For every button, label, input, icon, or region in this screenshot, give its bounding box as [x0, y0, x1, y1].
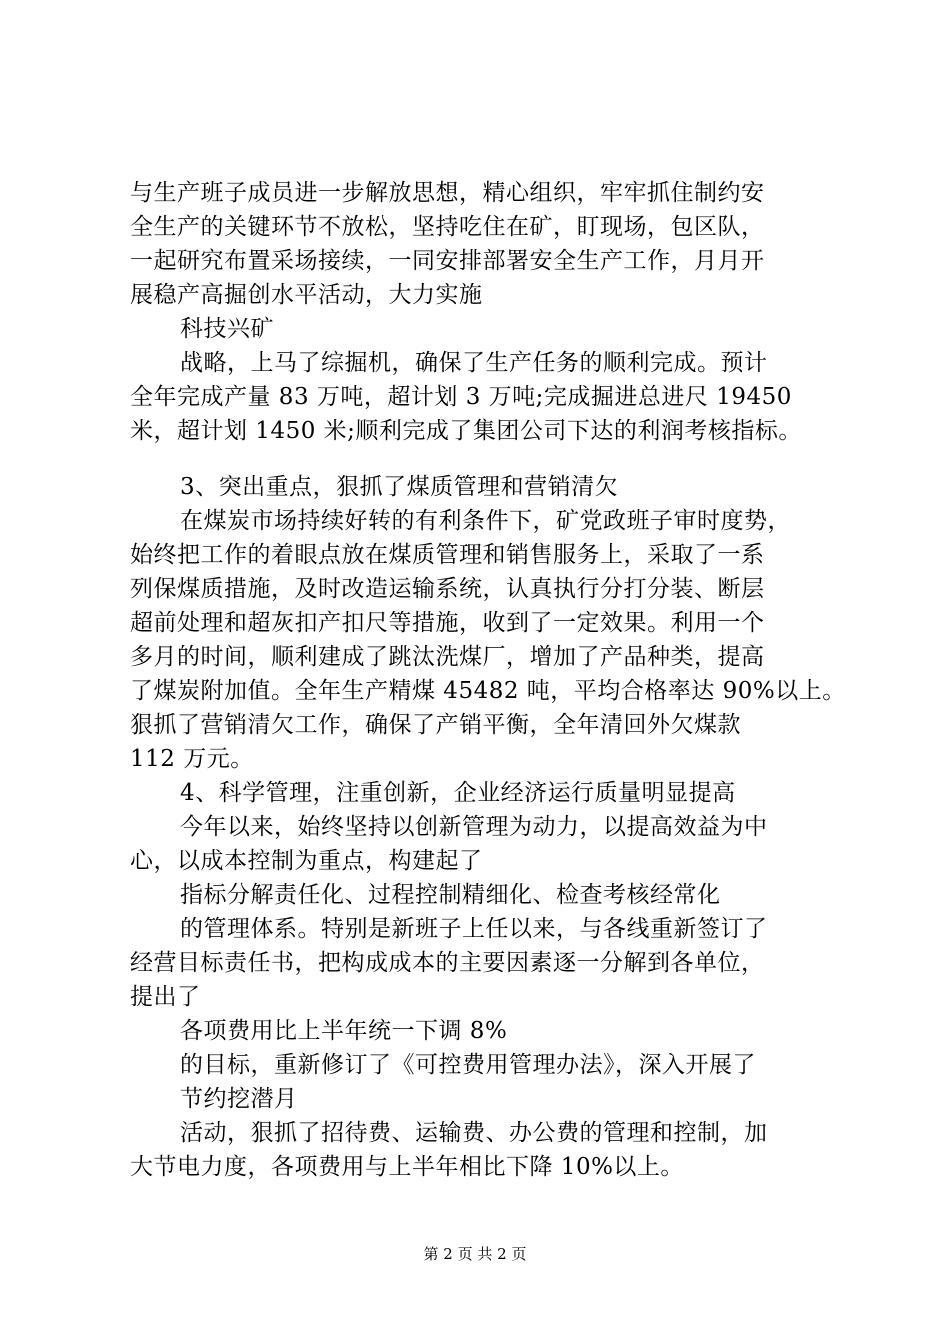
section-heading: 4、科学管理，注重创新，企业经济运行质量明显提高: [180, 780, 736, 806]
text-line: 经营目标责任书，把构成成本的主要因素逐一分解到各单位，: [130, 950, 765, 976]
text-line: 列保煤质措施，及时改造运输系统，认真执行分打分装、断层: [130, 576, 765, 602]
text-line: 全年完成产量 83 万吨，超计划 3 万吨;完成掘进总进尺 19450: [130, 384, 792, 410]
text-line: 始终把工作的着眼点放在煤质管理和销售服务上，采取了一系: [130, 542, 765, 568]
text-line: 的管理体系。特别是新班子上任以来，与各线重新签订了: [180, 916, 768, 942]
page-number-footer: 第 2 页 共 2 页: [423, 1245, 527, 1263]
text-line: 各项费用比上半年统一下调 8%: [180, 1018, 508, 1044]
paragraph-gap: [130, 448, 850, 470]
text-line: 了煤炭附加值。全年生产精煤 45482 吨，平均合格率达 90%以上。: [130, 678, 846, 704]
text-line: 一起研究布置采场接续，一同安排部署安全生产工作，月月开: [130, 248, 765, 274]
text-line: 活动，狠抓了招待费、运输费、办公费的管理和控制，加: [180, 1120, 768, 1146]
text-line: 心，以成本控制为重点，构建起了: [130, 848, 483, 874]
text-line: 米，超计划 1450 米;顺利完成了集团公司下达的利润考核指标。: [130, 418, 802, 444]
text-line: 在煤炭市场持续好转的有利条件下，矿党政班子审时度势，: [180, 508, 791, 534]
text-line: 今年以来，始终坚持以创新管理为动力，以提高效益为中: [180, 814, 768, 840]
text-line: 多月的时间，顺利建成了跳汰洗煤厂，增加了产品种类，提高: [130, 644, 765, 670]
text-line: 节约挖潜月: [180, 1086, 298, 1112]
text-line: 展稳产高掘创水平活动，大力实施: [130, 282, 483, 308]
text-line: 大节电力度，各项费用与上半年相比下降 10%以上。: [130, 1154, 684, 1180]
text-line: 全生产的关键环节不放松，坚持吃住在矿，盯现场，包区队，: [130, 214, 765, 240]
text-line: 狠抓了营销清欠工作，确保了产销平衡，全年清回外欠煤款: [130, 712, 741, 738]
section-heading: 3、突出重点，狠抓了煤质管理和营销清欠: [180, 474, 619, 500]
body-text: [130, 176, 850, 1184]
text-line: 的目标，重新修订了《可控费用管理办法》，深入开展了: [180, 1052, 756, 1078]
text-line: 提出了: [130, 984, 201, 1010]
text-line: 战略，上马了综掘机，确保了生产任务的顺利完成。预计: [180, 350, 768, 376]
text-line: 与生产班子成员进一步解放思想，精心组织，牢牢抓住制约安: [130, 180, 765, 206]
text-line: 超前处理和超灰扣产扣尺等措施，收到了一定效果。利用一个: [130, 610, 765, 636]
text-line: 指标分解责任化、过程控制精细化、检查考核经常化: [180, 882, 721, 908]
text-line: 科技兴矿: [180, 316, 274, 342]
text-line: 112 万元。: [130, 746, 254, 772]
